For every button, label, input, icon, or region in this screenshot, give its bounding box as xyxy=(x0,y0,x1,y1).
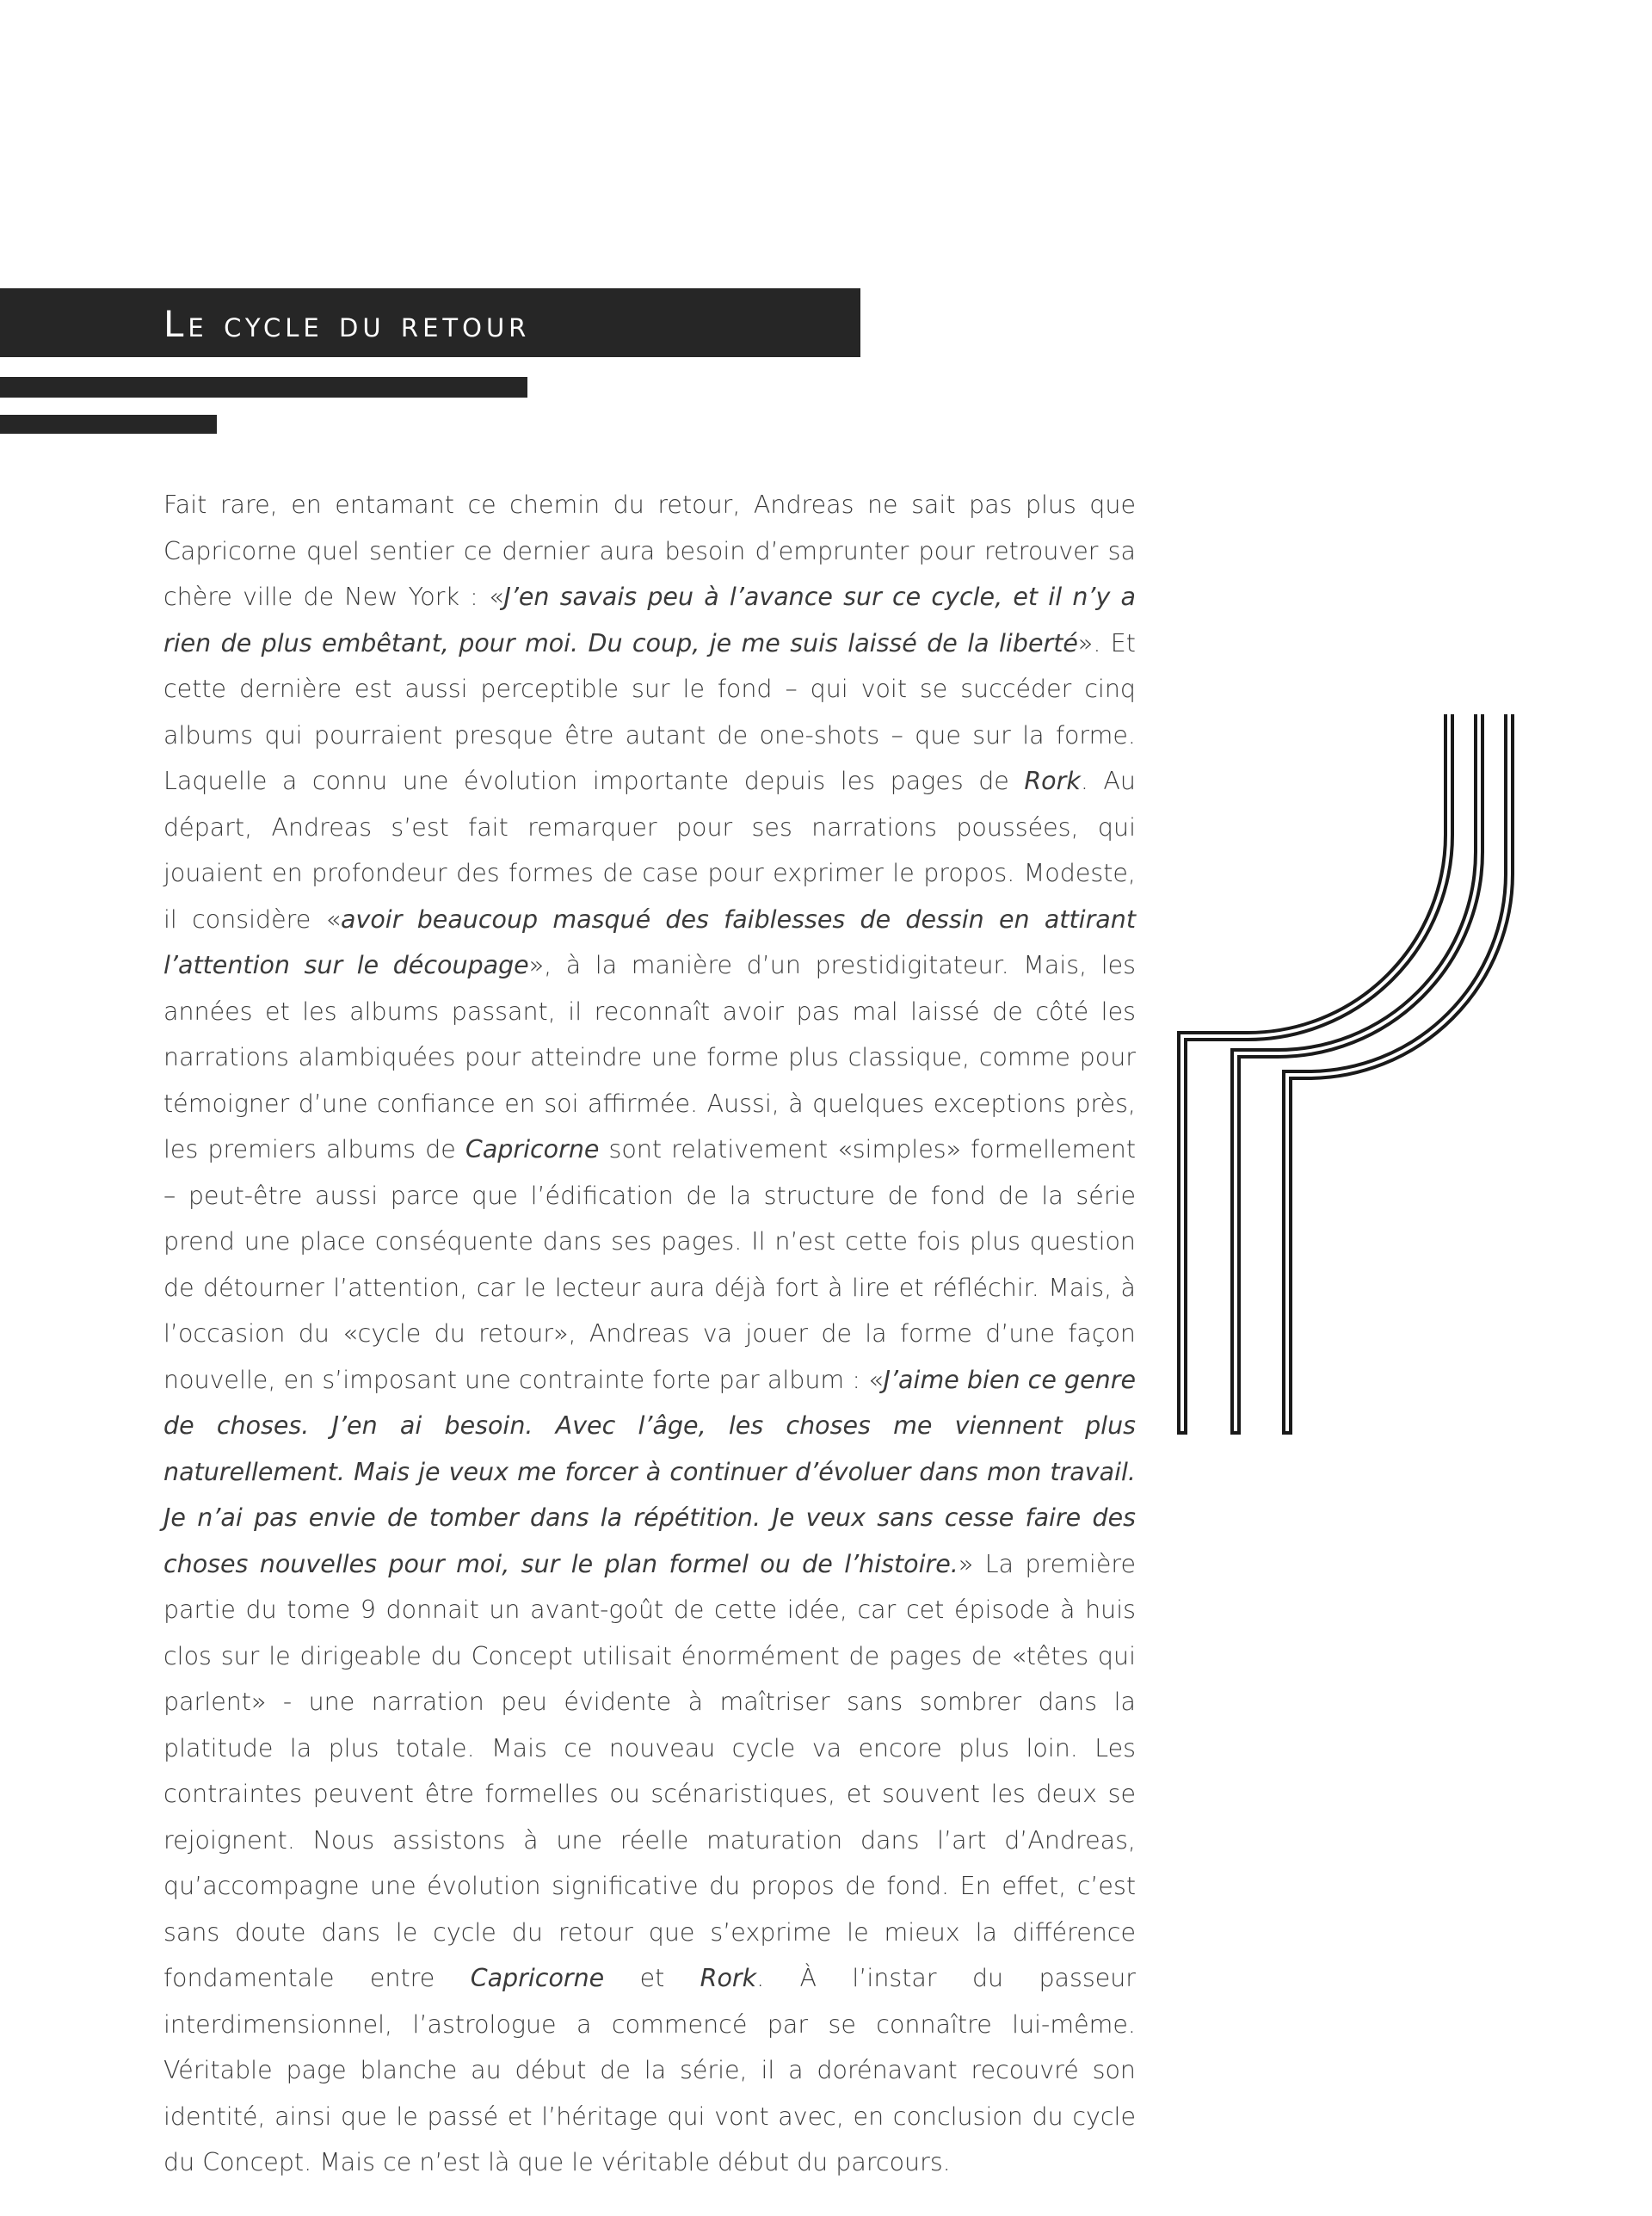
series-title: Rork xyxy=(700,1964,757,1992)
body-text-segment: sont relativement «simples» formellement – peut-être aussi parce que l’édification de la structure de fond de la série prend une place conséquente dans ses pages. Il n’est cette fois plus question de détourner l’attention, car le lecteur aura déjà fort à lire et réfléchir. Mais, à l’occasion du «cycle du retour», Andreas va jouer de la forme d’une façon nouvelle, en s’imposant une contrainte forte par album : « xyxy=(163,1135,1137,1394)
author-quote: J’aime bien ce genre de choses. J’en ai besoin. Avec l’âge, les choses me viennent plus naturellement. Mais je veux me forcer à continuer d’évoluer dans mon travail. Je n’ai pas envie de tomber dans la répétition. Je veux sans cesse faire des choses nouvelles pour moi, sur le plan formel ou de l’histoire. xyxy=(163,1365,1137,1578)
decorative-bar-long xyxy=(0,377,527,398)
body-text-segment: » La première partie du tome 9 donnait un avant-goût de cette idée, car cet épisode à huis clos sur le dirigeable du Concept utilisait énormément de pages de «têtes qui parlent» - une narration peu évidente à maîtriser sans sombrer dans la platitude la plus totale. Mais ce nouveau cycle va encore plus loin. Les contraintes peuvent être formelles ou scénaristiques, et souvent les deux se rejoignent. Nous assistons à une réelle maturation dans l’art d’Andreas, qu’accompagne une évolution significative du propos de fond. En effet, c’est sans doute dans le cycle du retour que s’exprime le mieux la différence fondamentale entre xyxy=(163,1549,1136,1992)
body-text-segment: et xyxy=(639,1964,665,1992)
series-title: Capricorne xyxy=(465,1135,600,1164)
series-title: Rork xyxy=(1024,767,1081,795)
author-quote: J’en savais peu à l’avance sur ce cycle, et il n’y a rien de plus embêtant, pour moi. Du coup, je me suis laissé de la liberté xyxy=(163,583,1136,657)
body-text-segment: », à la manière d’un prestidigitateur. Mais, les années et les albums passant, il reconnaît avoir pas mal laissé de côté les narrations alambiquées pour atteindre une forme plus classique, comme pour témoigner d’une confiance en soi affirmée. Aussi, à quelques exceptions près, les premiers albums de xyxy=(163,951,1137,1164)
series-title: Capricorne xyxy=(470,1964,605,1992)
art-deco-curved-lines-icon xyxy=(1170,714,1540,1446)
page-title: Le cycle du retour xyxy=(163,303,531,345)
body-text-segment: Fait rare, en entamant ce chemin du retour, Andreas ne sait pas plus que Capricorne quel sentier ce dernier aura besoin d’emprunter pour retrouver sa chère ville de New York : « xyxy=(163,491,1136,611)
body-text-segment: . À l’instar du passeur interdimensionnel, l’astrologue a commencé par se connaître lui-même. Véritable page blanche au début de la série, il a dorénavant recouvré son identité, ainsi que le passé et l’héritage qui vont avec, en conclusion du cycle du Concept. Mais ce n’est là que le véritable début du parcours. xyxy=(163,1964,1137,2176)
body-paragraph xyxy=(163,482,1136,2186)
body-text-segment: . Au départ, Andreas s’est fait remarquer pour ses narrations poussées, qui jouaient en profondeur des formes de case pour exprimer le propos. Modeste, il considère « xyxy=(163,767,1136,934)
author-quote: avoir beaucoup masqué des faiblesses de dessin en attirant l’attention sur le découpage xyxy=(163,904,1136,979)
body-text-segment: ». Et cette dernière est aussi perceptible sur le fond – qui voit se succéder cinq albums qui pourraient presque être autant de one-shots – que sur la forme. Laquelle a connu une évolution importante depuis les pages de xyxy=(163,628,1136,795)
decorative-bar-short xyxy=(0,415,217,434)
